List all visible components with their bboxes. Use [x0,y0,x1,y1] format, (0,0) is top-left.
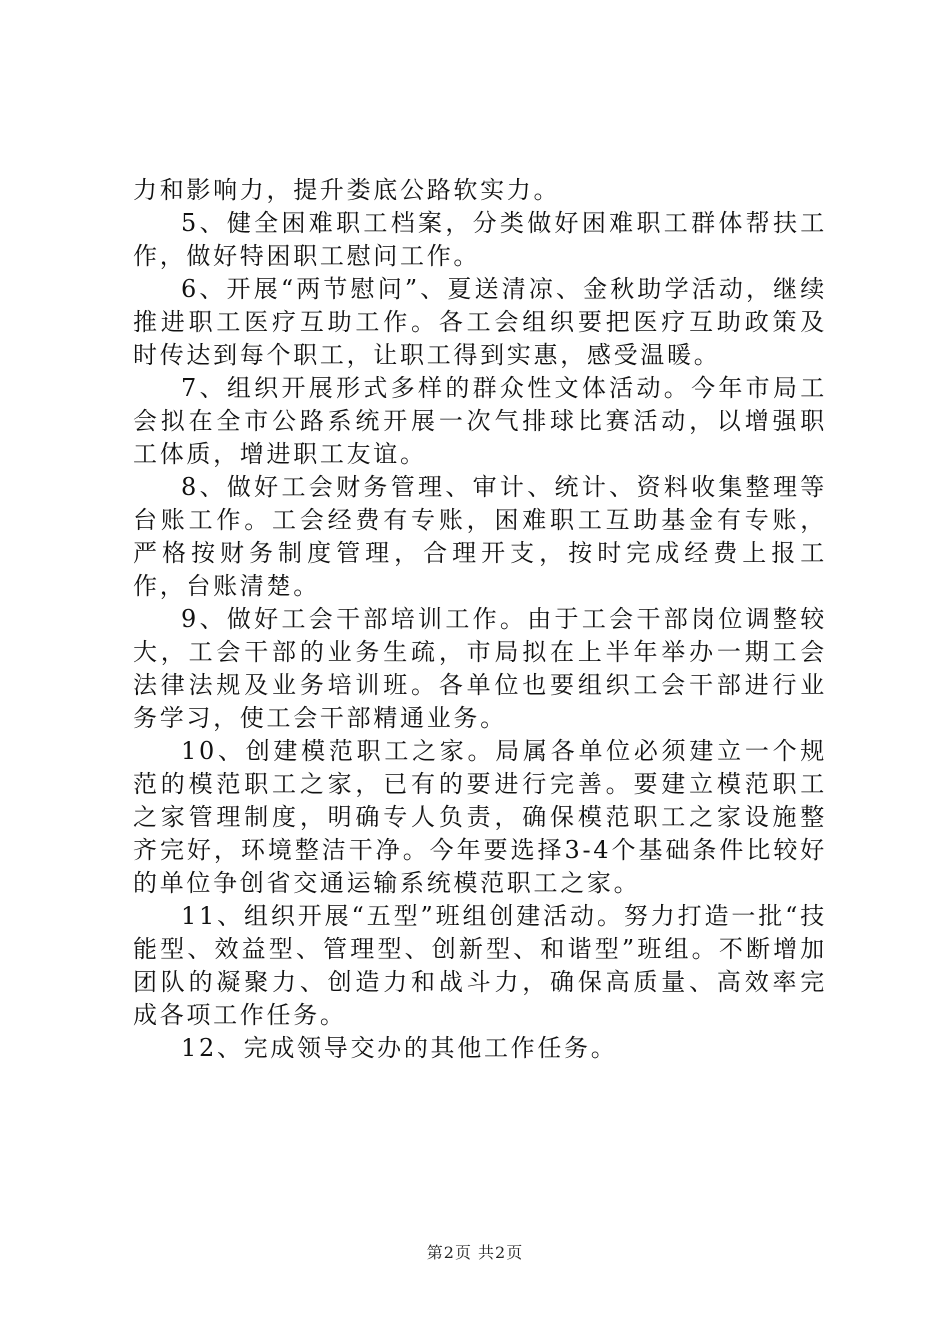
page-number-footer: 第2页 共2页 [426,1243,524,1262]
paragraph-item-7: 7、组织开展形式多样的群众性文体活动。今年市局工会拟在全市公路系统开展一次气排球比赛活动，以增强职工体质，增进职工友谊。 [133,374,827,468]
paragraph-item-5: 5、健全困难职工档案，分类做好困难职工群体帮扶工作，做好特困职工慰问工作。 [133,209,827,270]
paragraph-item-6: 6、开展“两节慰问”、夏送清凉、金秋助学活动，继续推进职工医疗互助工作。各工会组织要把医疗互助政策及时传达到每个职工，让职工得到实惠，感受温暖。 [133,275,827,369]
paragraph-item-11: 11、组织开展“五型”班组创建活动。努力打造一批“技能型、效益型、管理型、创新型、和谐型”班组。不断增加团队的凝聚力、创造力和战斗力，确保高质量、高效率完成各项工作任务。 [133,902,827,1029]
paragraph-item-12: 12、完成领导交办的其他工作任务。 [181,1034,618,1062]
paragraph-item-10: 10、创建模范职工之家。局属各单位必须建立一个规范的模范职工之家，已有的要进行完善。要建立模范职工之家管理制度，明确专人负责，确保模范职工之家设施整齐完好，环境整洁干净。今年要选择3-4个基础条件比较好的单位争创省交通运输系统模范职工之家。 [133,737,827,897]
document-body [133,174,827,1065]
paragraph-continuation: 力和影响力，提升娄底公路软实力。 [133,176,561,204]
paragraph-item-8: 8、做好工会财务管理、审计、统计、资料收集整理等台账工作。工会经费有专账，困难职工互助基金有专账，严格按财务制度管理，合理开支，按时完成经费上报工作，台账清楚。 [133,473,827,600]
paragraph-item-9: 9、做好工会干部培训工作。由于工会干部岗位调整较大，工会干部的业务生疏，市局拟在上半年举办一期工会法律法规及业务培训班。各单位也要组织工会干部进行业务学习，使工会干部精通业务。 [133,605,827,732]
